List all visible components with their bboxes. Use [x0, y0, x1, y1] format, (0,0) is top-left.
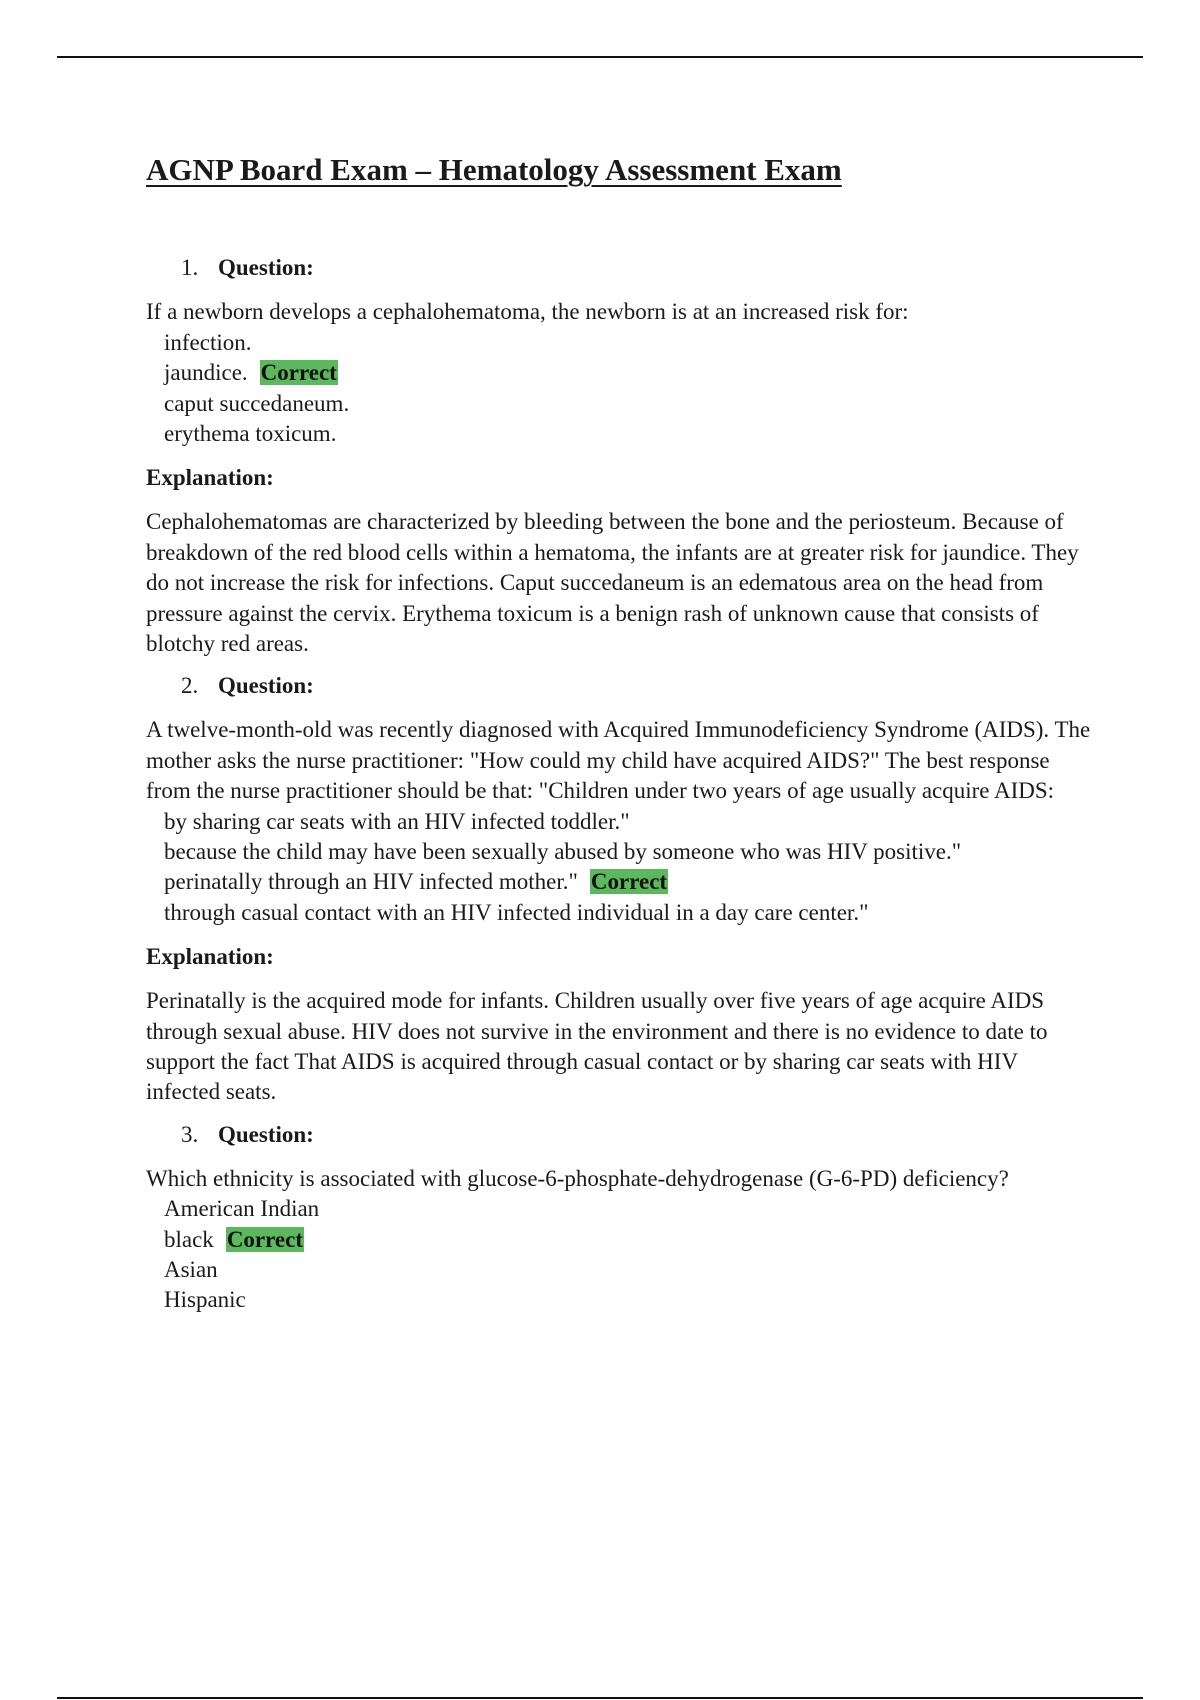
correct-badge: Correct [590, 869, 668, 895]
answer-option[interactable]: Hispanic [164, 1287, 246, 1313]
question-heading [146, 1120, 1096, 1150]
question-3 [146, 1120, 1096, 1316]
explanation-text: Perinatally is the acquired mode for infants. Children usually over five years of age acquire AIDS through sexual abuse. HIV does not survive in the environment and there is no evidence to date to support the fact That AIDS is acquired through casual contact or by sharing car seats with HIV infected seats. [146, 988, 1048, 1105]
explanation-heading: Explanation: [146, 465, 274, 491]
question-1 [146, 253, 1096, 659]
question-stem: Which ethnicity is associated with glucose-6-phosphate-dehydrogenase (G-6-PD) deficiency? [146, 1165, 1009, 1191]
answer-option[interactable]: by sharing car seats with an HIV infected toddler." [164, 808, 630, 834]
question-2 [146, 671, 1096, 1107]
question-number: 2. [181, 673, 199, 699]
answer-options [146, 807, 1096, 929]
correct-badge: Correct [260, 360, 337, 386]
question-stem: If a newborn develops a cephalohematoma, the newborn is at an increased risk for: [146, 299, 909, 325]
answer-option[interactable]: through casual contact with an HIV infected individual in a day care center." [164, 899, 869, 925]
answer-option[interactable]: erythema toxicum. [164, 420, 337, 446]
question-number: 3. [181, 1121, 199, 1147]
answer-option[interactable]: because the child may have been sexually abused by someone who was HIV positive." [164, 838, 962, 864]
answer-option[interactable]: jaundice. Correct [164, 360, 337, 386]
bottom-rule [57, 1697, 1143, 1699]
question-heading [146, 253, 1096, 283]
question-label: Question: [218, 673, 314, 699]
page-title: AGNP Board Exam – Hematology Assessment Exam [146, 152, 842, 187]
answer-option[interactable]: caput succedaneum. [164, 390, 350, 416]
answer-option[interactable]: Asian [164, 1257, 218, 1283]
question-label: Question: [218, 1121, 314, 1147]
answer-option[interactable]: perinatally through an HIV infected mother." Correct [164, 869, 668, 895]
question-heading [146, 671, 1096, 701]
top-rule [57, 56, 1143, 58]
explanation-heading: Explanation: [146, 944, 274, 970]
answer-option[interactable]: black Correct [164, 1226, 303, 1252]
document-page [146, 150, 1096, 1330]
question-number: 1. [181, 255, 199, 281]
answer-option[interactable]: American Indian [164, 1196, 320, 1222]
explanation-text: Cephalohematomas are characterized by bleeding between the bone and the periosteum. Because of breakdown of the red blood cells within a hematoma, the infants are at greater risk for jaundice. They do not increase the risk for infections. Caput succedaneum is an edematous area on the head from pressure against the cervix. Erythema toxicum is a benign rash of unknown cause that consists of blotchy red areas. [146, 509, 1079, 656]
question-stem: A twelve-month-old was recently diagnosed with Acquired Immunodeficiency Syndrome (AIDS). The mother asks the nurse practitioner: "How could my child have acquired AIDS?" The best response from the nurse practitioner should be that: "Children under two years of age usually acquire AIDS: [146, 717, 1091, 804]
answer-options [146, 328, 1096, 450]
answer-option[interactable]: infection. [164, 329, 252, 355]
correct-badge: Correct [226, 1226, 303, 1252]
question-label: Question: [218, 255, 314, 281]
answer-options [146, 1194, 1096, 1316]
